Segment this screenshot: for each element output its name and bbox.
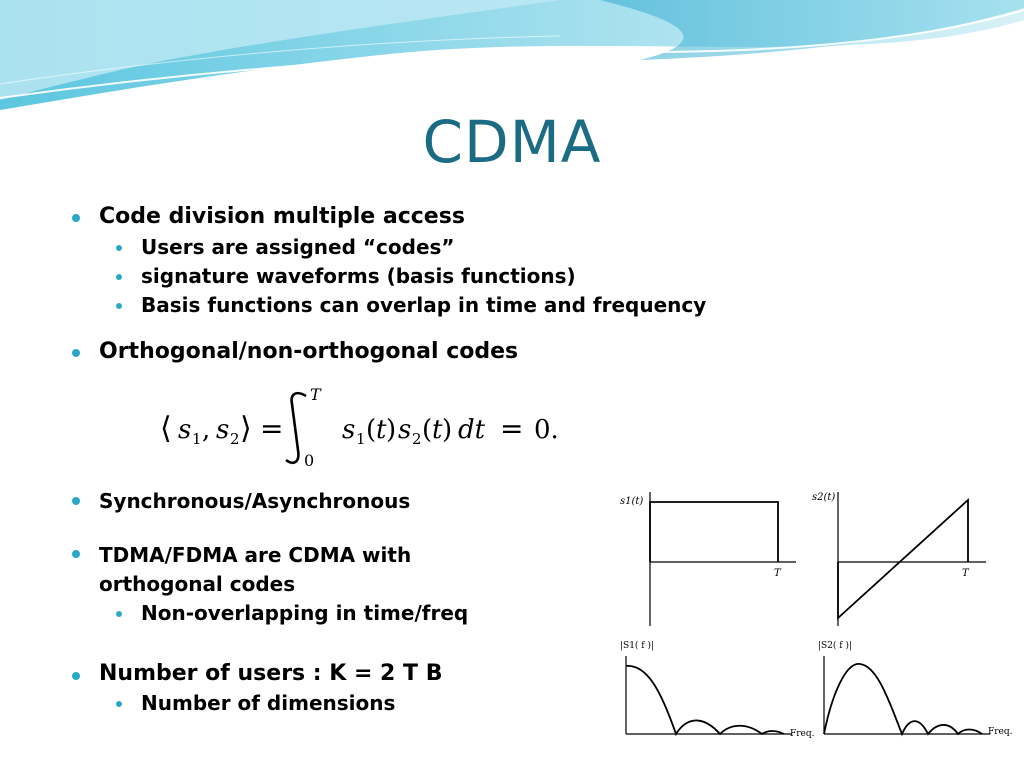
svg-text:2: 2 <box>412 430 422 448</box>
sub-bullet-signature: signature waveforms (basis functions) <box>141 264 576 288</box>
sub-bullet-dot <box>116 245 122 251</box>
svg-text:dt: dt <box>458 415 486 445</box>
svg-text:=: = <box>500 412 524 445</box>
svg-text:s: s <box>178 415 192 445</box>
svg-text:s: s <box>216 415 230 445</box>
bullet-dot <box>72 214 80 222</box>
svg-text:s: s <box>342 415 356 445</box>
s2-spectrum-plot <box>818 640 1013 737</box>
s1-label: s1(t) <box>620 496 644 507</box>
freq-label: Freq. <box>790 729 815 739</box>
sub-bullet-dimensions: Number of dimensions <box>141 691 396 715</box>
S2-spectrum-label: |S2( f )| <box>818 641 853 651</box>
bullet-tdma-line1: TDMA/FDMA are CDMA with <box>99 543 412 567</box>
bullet-dot <box>72 349 80 357</box>
sub-bullet-dot <box>116 274 122 280</box>
bullet-code-division: Code division multiple access <box>99 204 465 229</box>
spectra-figure <box>618 634 1016 744</box>
bullet-dot <box>72 672 80 680</box>
s1-waveform-plot <box>620 492 796 626</box>
s1-spectrum-plot <box>620 640 815 739</box>
svg-text:1: 1 <box>192 430 202 448</box>
svg-text:(: ( <box>422 415 433 445</box>
svg-text:t: t <box>376 415 387 445</box>
t-label: T <box>774 568 781 579</box>
bullet-dot <box>72 497 80 505</box>
svg-text:): ) <box>386 415 397 445</box>
sub-bullet-dot <box>116 303 122 309</box>
S1-spectrum-label: |S1( f )| <box>620 641 655 651</box>
bullet-number-of-users: Number of users : K = 2 T B <box>99 661 443 686</box>
svg-text:s: s <box>398 415 412 445</box>
svg-text:0: 0 <box>304 451 315 470</box>
svg-text:T: T <box>310 385 321 404</box>
svg-text:,: , <box>202 415 211 445</box>
bullet-tdma-line2: orthogonal codes <box>99 572 296 596</box>
svg-text:t: t <box>432 415 443 445</box>
svg-text:(: ( <box>366 415 377 445</box>
sub-bullet-dot <box>116 701 122 707</box>
header-wave-decoration <box>0 0 1024 120</box>
bullet-dot <box>72 550 80 558</box>
svg-text:): ) <box>442 415 453 445</box>
sub-bullet-codes: Users are assigned “codes” <box>141 235 455 259</box>
svg-text:2: 2 <box>230 430 240 448</box>
svg-text:=: = <box>260 412 284 445</box>
sub-bullet-nonoverlapping: Non-overlapping in time/freq <box>141 601 469 625</box>
svg-text:⟨: ⟨ <box>160 411 172 446</box>
time-waveforms-figure <box>618 466 1004 628</box>
svg-text:1: 1 <box>356 430 366 448</box>
bullet-synchronous: Synchronous/Asynchronous <box>99 489 411 513</box>
sub-bullet-overlap: Basis functions can overlap in time and frequency <box>141 293 707 317</box>
bullet-orthogonal: Orthogonal/non-orthogonal codes <box>99 339 519 364</box>
s2-waveform-plot <box>812 492 986 626</box>
svg-text:0.: 0. <box>534 415 559 445</box>
svg-text:⟩: ⟩ <box>240 411 252 446</box>
freq-label: Freq. <box>988 727 1013 737</box>
t-label: T <box>962 568 969 579</box>
s2-label: s2(t) <box>812 492 836 503</box>
sub-bullet-dot <box>116 611 122 617</box>
slide-title: CDMA <box>422 108 602 176</box>
orthogonality-formula <box>156 380 572 472</box>
